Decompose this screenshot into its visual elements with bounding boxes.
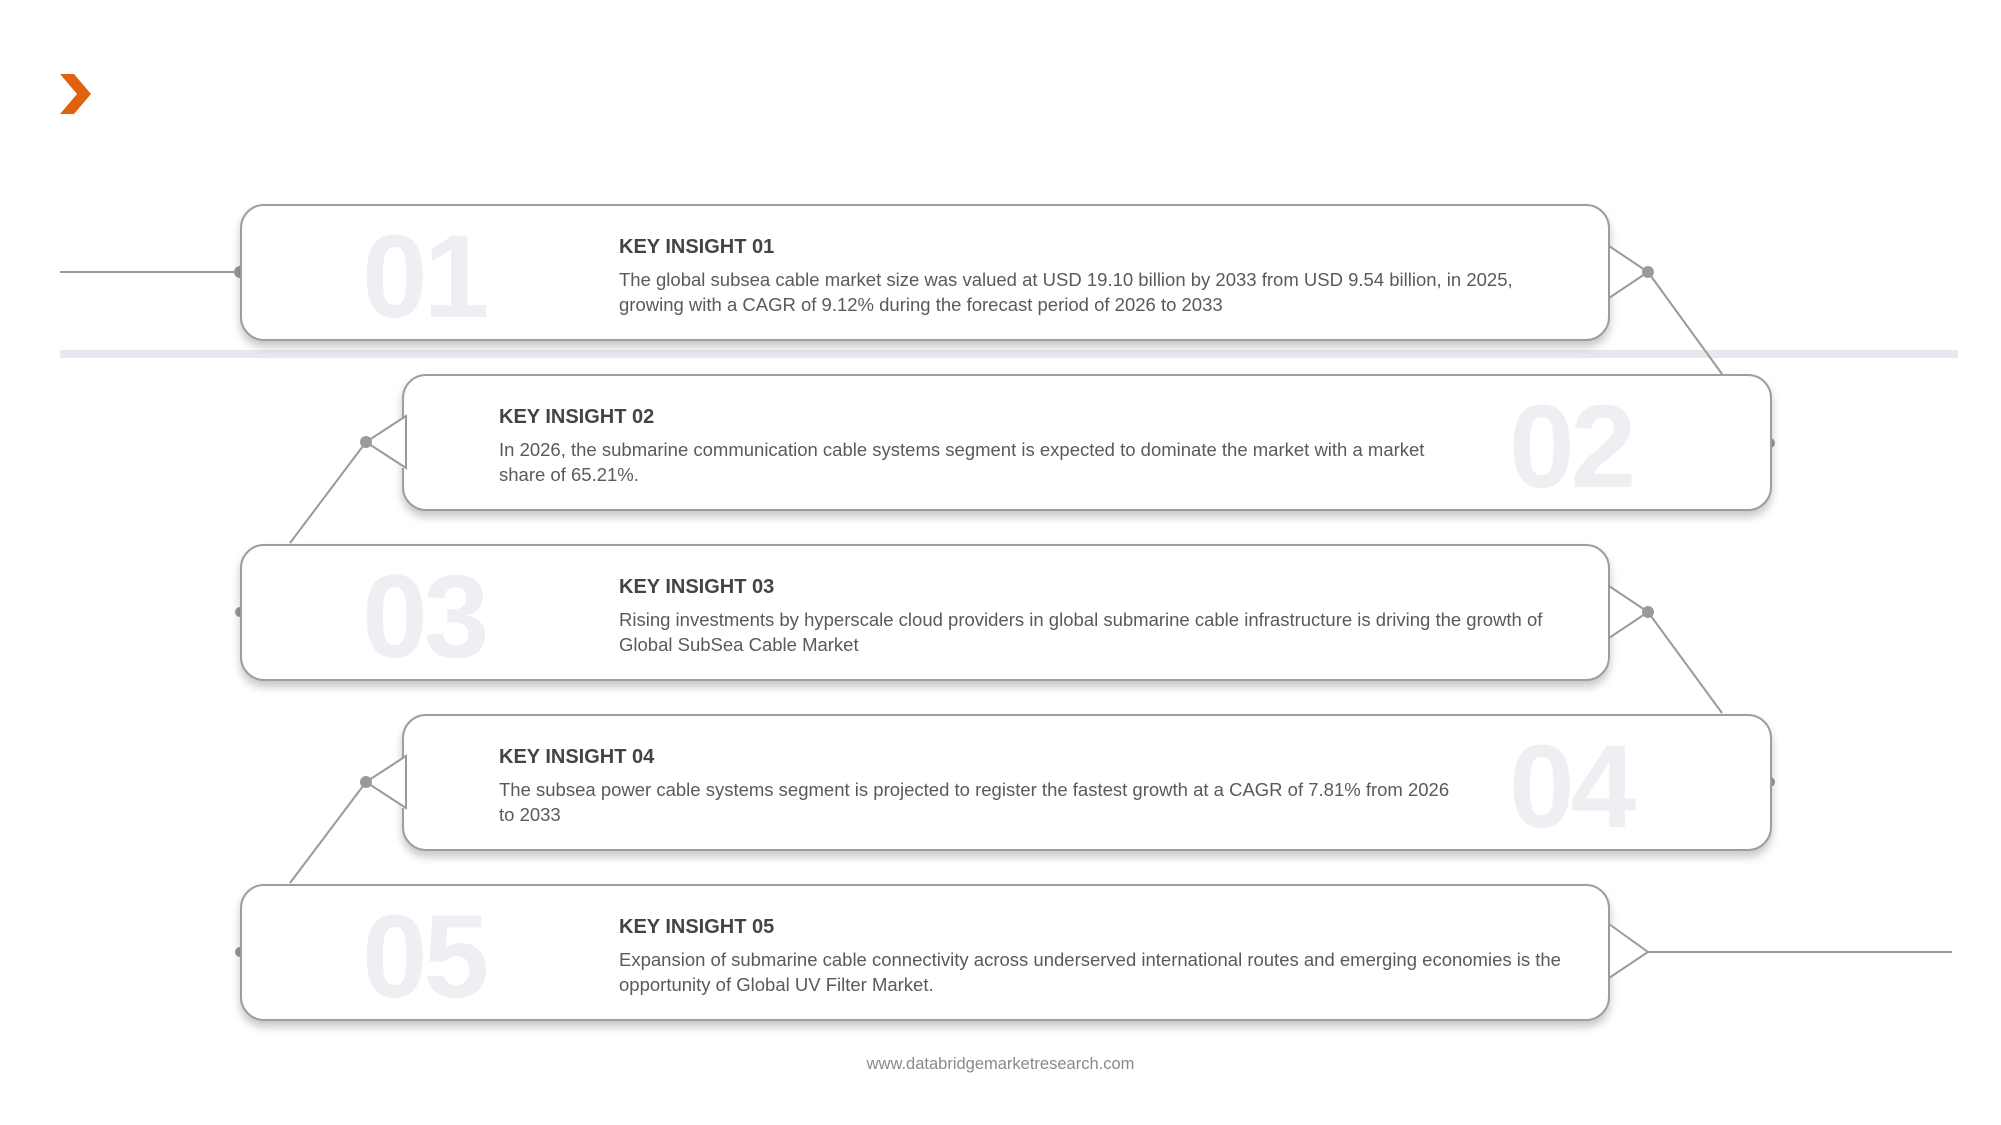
insight-text: The global subsea cable market size was valued at USD 19.10 billion by 2033 from USD 9.54 billion, in 2025, growing with a CAGR of 9.12% during the forecast period of 2026 to 2033: [619, 269, 1513, 315]
insight-text: Rising investments by hyperscale cloud providers in global submarine cable infrastructure is driving the growth of Global SubSea Cable Market: [619, 609, 1543, 655]
insight-card-04: [402, 714, 1772, 851]
insight-title: KEY INSIGHT 02: [499, 406, 655, 428]
connector-line-02-03: [290, 442, 366, 543]
insight-number: 02: [1509, 381, 1633, 513]
insight-title: KEY INSIGHT 05: [619, 916, 775, 938]
insight-number: 01: [362, 211, 486, 343]
insight-text: Expansion of submarine cable connectivity across underserved international routes and emerging economies is the opportunity of Global UV Filter Market.: [619, 949, 1561, 995]
insight-card-03: [240, 544, 1610, 681]
insight-number: 05: [362, 891, 486, 1023]
insight-number: 04: [1509, 721, 1633, 853]
orange-chevron-icon: [60, 74, 91, 114]
insight-text: In 2026, the submarine communication cable systems segment is expected to dominate the market with a market share of 65.21%.: [499, 439, 1425, 485]
connector-line-04-05: [290, 782, 366, 883]
separator-bar: [60, 350, 1958, 358]
insight-card-05: [240, 884, 1610, 1021]
footer-website: www.databridgemarketresearch.com: [866, 1055, 1135, 1073]
insight-title: KEY INSIGHT 01: [619, 236, 775, 258]
insight-title: KEY INSIGHT 04: [499, 746, 655, 768]
insight-text: The subsea power cable systems segment is projected to register the fastest growth at a CAGR of 7.81% from 2026 to 2033: [499, 779, 1450, 825]
connector-line-01-02: [1648, 272, 1722, 374]
insight-card-01: [240, 204, 1610, 341]
connector-line-03-04: [1648, 612, 1722, 713]
insight-card-02: [402, 374, 1772, 511]
insight-title: KEY INSIGHT 03: [619, 576, 775, 598]
insight-number: 03: [362, 551, 486, 683]
